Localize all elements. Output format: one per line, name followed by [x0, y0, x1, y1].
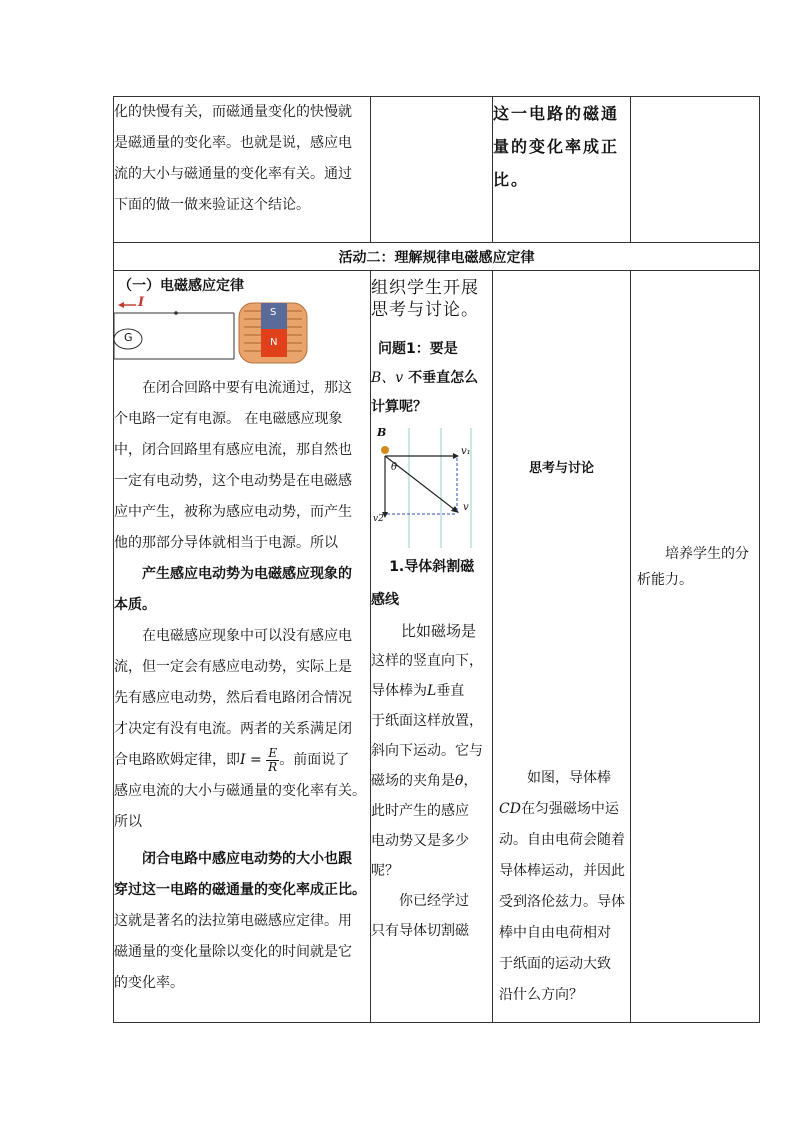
text-span: 在匀强磁场中运 — [520, 801, 619, 817]
v2-label: v2 — [373, 514, 384, 524]
text-line: 呢？ — [371, 863, 399, 879]
text-span: ， — [463, 773, 478, 789]
subheading-line: 1.导体斜割磁 — [389, 559, 475, 575]
text-line: 先有感应电动势，然后看电路闭合情况 — [114, 690, 352, 706]
content-row — [114, 271, 760, 1023]
v-label: v — [463, 502, 469, 513]
text-line: 比如磁场是 — [401, 622, 477, 640]
text-line: 量的变化率成正 — [493, 137, 620, 156]
col3-cell — [493, 271, 631, 1023]
formula-line — [114, 745, 370, 776]
col1-cell — [114, 271, 371, 1023]
subheading-line: 感线 — [371, 592, 399, 608]
variable-text: CD — [499, 801, 521, 817]
text-line: 你已经学过 — [399, 893, 469, 909]
row1-col2 — [371, 97, 493, 243]
text-line: 斜向下运动。它与 — [371, 743, 483, 759]
v1-label: v₁ — [461, 446, 471, 457]
circuit-diagram — [114, 295, 370, 367]
text-line: 培养学生的分 — [665, 546, 749, 562]
text-span: 不垂直怎么 — [403, 370, 479, 386]
col3-text-block — [499, 763, 626, 1011]
text-line: 动。自由电荷会随着 — [499, 832, 625, 848]
text-line: 一定有电动势，这个电动势是在电磁感 — [114, 473, 352, 489]
magnet-s-label: S — [270, 307, 277, 318]
text-line: 比。 — [493, 170, 530, 189]
activity-title: 活动二：理解规律电磁感应定律 — [114, 243, 760, 271]
text-line: 于纸面的运动大致 — [499, 956, 611, 972]
col4-text-block — [637, 541, 755, 593]
text-line: 流的大小与磁通量的变化率有关。通过 — [114, 166, 352, 182]
text-line: 的变化率。 — [114, 975, 184, 991]
text-line — [371, 766, 492, 796]
text-line: 个电路一定有电源。 在电磁感应现象 — [114, 411, 343, 427]
bold-line: 闭合电路中感应电动势的大小也跟 — [142, 851, 352, 867]
discussion-label: 思考与讨论 — [528, 461, 594, 476]
variable-text: L — [427, 683, 437, 699]
text-span: 导体棒为 — [371, 683, 427, 699]
question-line: 计算呢？ — [371, 399, 427, 415]
variable-text: B、v — [371, 370, 404, 386]
velocity-diagram — [371, 428, 492, 550]
text-line — [371, 676, 492, 706]
text-span: 。前面说了 — [279, 752, 350, 768]
text-line: 电动势又是多少 — [371, 833, 469, 849]
text-line: 析能力。 — [637, 572, 693, 588]
current-label: I — [138, 295, 145, 310]
text-line: 受到洛伦兹力。导体 — [499, 894, 625, 910]
text-line: 所以 — [114, 814, 142, 830]
text-line: 这样的竖直向下， — [371, 653, 483, 669]
text-line: 组织学生开展 — [371, 278, 479, 298]
row1-col4 — [631, 97, 760, 243]
formula-lhs: I — [240, 752, 246, 768]
lesson-table — [113, 96, 760, 1023]
bold-line: 穿过这一电路的磁通量的变化率成正比。 — [114, 882, 366, 898]
text-line: 他的那部分导体就相当于电源。所以 — [114, 535, 338, 551]
text-line: 思考与讨论。 — [371, 300, 479, 320]
bold-line: 产生感应电动势为电磁感应现象的 — [142, 566, 352, 582]
col2-cell — [371, 271, 493, 1023]
text-line: 这一电路的磁通 — [493, 104, 620, 123]
text-line: 感应电流的大小与磁通量的变化率有关。 — [114, 783, 366, 799]
text-span: 磁场的夹角是 — [371, 773, 455, 789]
text-line: 如图，导体棒 — [527, 770, 611, 786]
text-line: 是磁通量的变化率。也就是说，感应电 — [114, 135, 352, 151]
text-line: 磁通量的变化量除以变化的时间就是它 — [114, 944, 352, 960]
text-line: 流，但一定会有感应电动势，实际上是 — [114, 659, 352, 675]
text-line: 才决定有没有电流。两者的关系满足闭 — [114, 721, 352, 737]
angle-label: θ — [391, 462, 398, 473]
text-line: 在闭合回路中要有电流通过，那这 — [142, 380, 352, 396]
text-line: 此时产生的感应 — [371, 803, 469, 819]
text-line: 化的快慢有关，而磁通量变化的快慢就 — [114, 104, 352, 120]
formula-fraction — [266, 747, 279, 774]
text-line: 这就是著名的法拉第电磁感应定律。用 — [114, 913, 352, 929]
bold-line: 本质。 — [114, 597, 156, 613]
col4-cell — [631, 271, 760, 1023]
text-line: 只有导体切割磁 — [371, 923, 469, 939]
activity-row — [114, 243, 760, 271]
formula-eq: = — [245, 752, 267, 768]
magnet-n-label: N — [270, 337, 278, 348]
question-line — [371, 364, 492, 393]
section-heading: （一）电磁感应定律 — [118, 278, 244, 294]
text-line: 导体棒运动，并因此 — [499, 863, 625, 879]
text-line: 应中产生，被称为感应电动势，而产生 — [114, 504, 352, 520]
text-line: 中，闭合回路里有感应电流，那自然也 — [114, 442, 352, 458]
fraction-numerator: E — [266, 747, 279, 761]
text-line: 下面的做一做来验证这个结论。 — [114, 197, 310, 213]
text-line: 在电磁感应现象中可以没有感应电 — [142, 628, 352, 644]
continuation-row — [114, 97, 760, 243]
field-label: B — [377, 426, 387, 439]
row1-col1 — [114, 97, 371, 243]
text-line: 棒中自由电荷相对 — [499, 925, 611, 941]
text-span: 垂直 — [436, 683, 465, 699]
text-span: 合电路欧姆定律，即 — [114, 752, 240, 768]
text-line: 于纸面这样放置， — [371, 713, 483, 729]
variable-text: θ — [455, 773, 464, 789]
fraction-denominator: R — [268, 759, 278, 774]
question-line: 问题1：要是 — [378, 341, 458, 357]
galvanometer-label: G — [124, 331, 133, 344]
text-line: 沿什么方向？ — [499, 987, 583, 1003]
row1-col3 — [493, 97, 631, 243]
text-line — [499, 794, 626, 825]
